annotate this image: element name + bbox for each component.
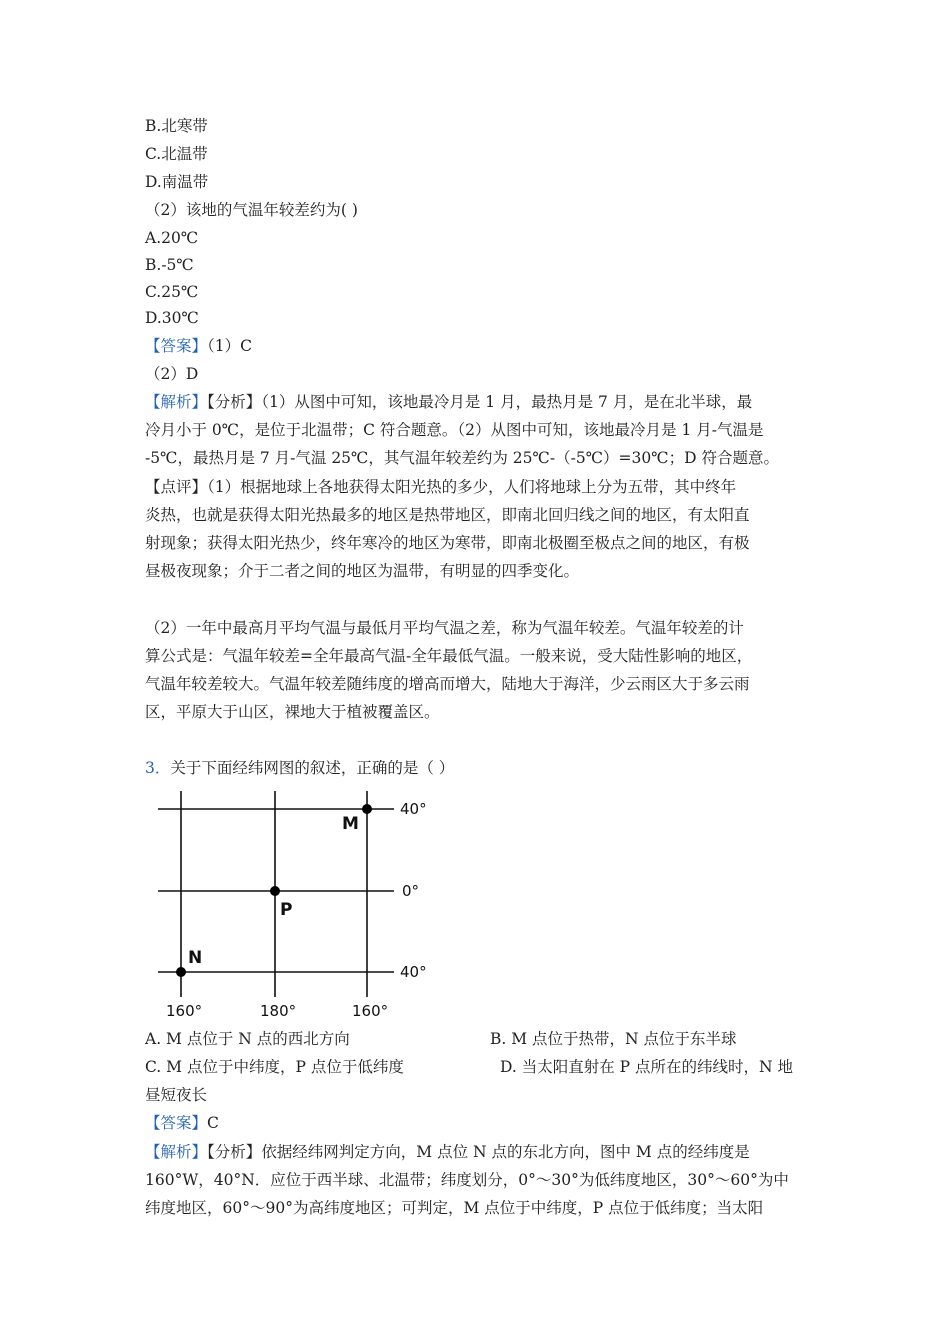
analysis-line xyxy=(145,391,752,413)
lat-label-40s: 40° xyxy=(400,963,427,981)
q3-answer-line xyxy=(145,1112,219,1134)
analysis-text: -5℃，最热月是 7 月-气温 25℃，其气温年较差约为 25℃-（-5℃）=30℃；D 符合题意。 xyxy=(145,449,779,467)
answer-tag: 【答案】 xyxy=(145,337,208,355)
label-p: P xyxy=(280,900,293,920)
q3-option-c: C. M 点位于中纬度，P 点位于低纬度 xyxy=(145,1058,404,1076)
q3-option-d: D. 当太阳直射在 P 点所在的纬线时，N 地 xyxy=(500,1058,794,1076)
graticule-figure xyxy=(150,787,440,1022)
comment-text: 气温年较差较大。气温年较差随纬度的增高而增大，陆地大于海洋，少云雨区大于多云雨 xyxy=(145,675,750,693)
point-m xyxy=(362,804,372,814)
option-b: B.北寒带 xyxy=(145,117,208,135)
question-3-stem xyxy=(145,757,454,779)
answer-line-2: （2）D xyxy=(145,365,199,383)
lat-label-40n: 40° xyxy=(400,800,427,818)
lon-label-160e: 160° xyxy=(166,1002,203,1020)
answer-text: C xyxy=(207,1114,219,1132)
analysis-text: 【分析】（1）从图中可知，该地最冷月是 1 月，最热月是 7 月，是在北半球，最 xyxy=(207,393,753,411)
sub-question-2: （2）该地的气温年较差约为( ) xyxy=(145,201,358,219)
analysis-text: 冷月小于 0℃，是位于北温带；C 符合题意。（2）从图中可知，该地最冷月是 1 月-气温是 xyxy=(145,421,764,439)
comment-text: 【点评】（1）根据地球上各地获得太阳光热的多少，人们将地球上分为五带，其中终年 xyxy=(145,478,737,496)
sub2-option-d: D.30℃ xyxy=(145,309,199,327)
sub2-option-b: B.-5℃ xyxy=(145,256,194,274)
lat-label-0: 0° xyxy=(402,882,420,900)
comment-text: 区，平原大于山区，裸地大于植被覆盖区。 xyxy=(145,703,440,721)
sub2-option-a: A.20℃ xyxy=(145,229,199,247)
comment-text: 炎热，也就是获得太阳光热最多的地区是热带地区，即南北回归线之间的地区，有太阳直 xyxy=(145,506,750,524)
analysis-tag: 【解析】 xyxy=(145,1143,208,1161)
comment-text: （2）一年中最高月平均气温与最低月平均气温之差，称为气温年较差。气温年较差的计 xyxy=(145,619,744,637)
comment-text: 算公式是：气温年较差=全年最高气温-全年最低气温。一般来说，受大陆性影响的地区， xyxy=(145,647,753,665)
analysis-text: 【分析】依据经纬网判定方向，M 点位 N 点的东北方向，图中 M 点的经纬度是 xyxy=(207,1143,750,1161)
point-n xyxy=(176,967,186,977)
answer-text: （1）C xyxy=(207,337,252,355)
q3-analysis-line xyxy=(145,1141,750,1163)
option-d: D.南温带 xyxy=(145,173,209,191)
q3-option-b: B. M 点位于热带，N 点位于东半球 xyxy=(490,1030,737,1048)
analysis-tag: 【解析】 xyxy=(145,393,208,411)
q3-option-a: A. M 点位于 N 点的西北方向 xyxy=(145,1030,350,1048)
option-c: C.北温带 xyxy=(145,145,208,163)
label-n: N xyxy=(188,948,203,968)
label-m: M xyxy=(342,814,359,834)
analysis-text: 纬度地区，60°～90°为高纬度地区；可判定，M 点位于中纬度，P 点位于低纬度；当太阳 xyxy=(145,1199,764,1217)
comment-text: 昼极夜现象；介于二者之间的地区为温带，有明显的四季变化。 xyxy=(145,562,580,580)
lon-label-160w: 160° xyxy=(352,1002,389,1020)
comment-text: 射现象；获得太阳光热少，终年寒冷的地区为寒带，即南北极圈至极点之间的地区，有极 xyxy=(145,534,750,552)
lon-label-180: 180° xyxy=(260,1002,297,1020)
question-number: 3． xyxy=(145,759,171,777)
point-p xyxy=(270,886,280,896)
analysis-text: 160°W，40°N．应位于西半球、北温带；纬度划分，0°～30°为低纬度地区，30°～60°为中 xyxy=(145,1171,789,1189)
answer-line xyxy=(145,335,252,357)
q3-option-d-continued: 昼短夜长 xyxy=(145,1086,208,1104)
answer-tag: 【答案】 xyxy=(145,1114,208,1132)
sub2-option-c: C.25℃ xyxy=(145,283,199,301)
question-text: 关于下面经纬网图的叙述，正确的是（ ） xyxy=(170,759,455,777)
